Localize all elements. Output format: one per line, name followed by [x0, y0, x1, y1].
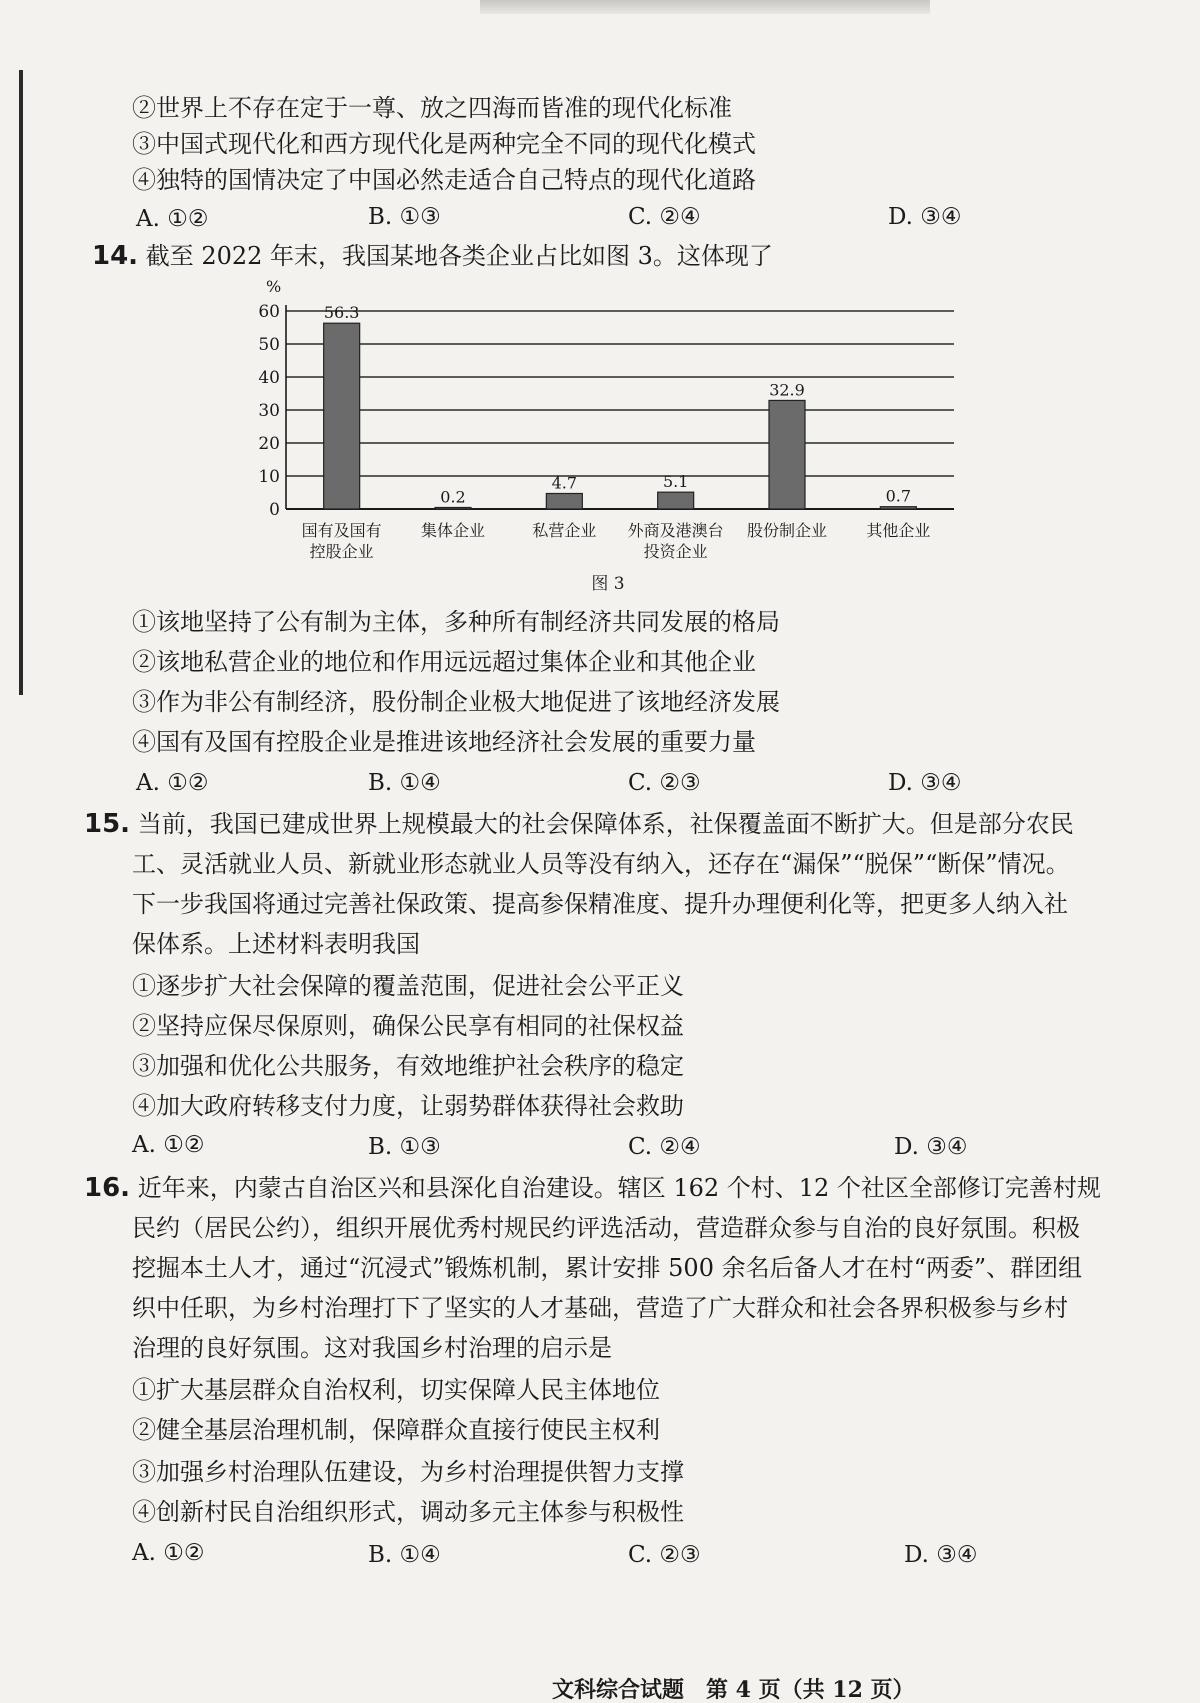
x-tick-label: 外商及港澳台 — [627, 521, 724, 540]
q16-statement-4: ④创新村民自治组织形式，调动多元主体参与积极性 — [132, 1498, 684, 1526]
x-tick-label: 集体企业 — [420, 521, 486, 540]
data-label: 5.1 — [662, 472, 689, 492]
q16-option-c: C. ②③ — [628, 1542, 701, 1568]
data-label: 56.3 — [323, 303, 360, 323]
q16-stem-text-1: 近年来，内蒙古自治区兴和县深化自治建设。辖区 162 个村、12 个社区全部修订完善村规 — [137, 1174, 1101, 1202]
x-tick-label: 其他企业 — [866, 521, 931, 540]
y-tick-label: 0 — [269, 500, 280, 520]
q15-stem-line-2: 工、灵活就业人员、新就业形态就业人员等没有纳入，还存在“漏保”“脱保”“断保”情况。 — [132, 850, 1070, 878]
q16-option-b: B. ①④ — [368, 1542, 441, 1568]
q16-statement-1: ①扩大基层群众自治权利，切实保障人民主体地位 — [132, 1376, 660, 1404]
q16-statement-2: ②健全基层治理机制，保障群众直接行使民主权利 — [132, 1416, 660, 1444]
y-tick-label: 30 — [258, 401, 280, 421]
q15-option-a: A. ①② — [132, 1132, 205, 1158]
q16-stem-line-1 — [84, 1172, 1101, 1204]
q16-option-a: A. ①② — [132, 1540, 205, 1566]
q15-number: 15. — [84, 809, 131, 839]
y-tick-label: 20 — [258, 434, 280, 454]
q15-option-d: D. ③④ — [894, 1134, 968, 1160]
y-axis-unit: % — [266, 277, 282, 296]
data-label: 4.7 — [551, 473, 578, 493]
q14-statement-1: ①该地坚持了公有制为主体，多种所有制经济共同发展的格局 — [132, 608, 780, 636]
q15-option-c: C. ②④ — [628, 1134, 701, 1160]
x-tick-label: 投资企业 — [643, 542, 708, 561]
chart-caption: 图 3 — [591, 574, 625, 594]
x-tick-label: 国有及国有 — [301, 521, 382, 540]
q14-number: 14. — [92, 241, 139, 271]
q15-stem-line-1 — [84, 808, 1074, 840]
y-tick-label: 40 — [258, 368, 280, 388]
q15-statement-3: ③加强和优化公共服务，有效地维护社会秩序的稳定 — [132, 1052, 684, 1080]
data-label: 0.7 — [885, 486, 912, 506]
bar — [880, 507, 916, 509]
bar-chart — [0, 0, 1200, 620]
q16-stem-line-4: 织中任职，为乡村治理打下了坚实的人才基础，营造了广大群众和社会各界积极参与乡村 — [132, 1294, 1068, 1322]
q15-stem-line-4: 保体系。上述材料表明我国 — [132, 930, 420, 958]
q15-statement-4: ④加大政府转移支付力度，让弱势群体获得社会救助 — [132, 1092, 684, 1120]
bar — [546, 493, 582, 509]
q15-stem-text-1: 当前，我国已建成世界上规模最大的社会保障体系，社保覆盖面不断扩大。但是部分农民 — [137, 810, 1074, 838]
page-footer: 文科综合试题 第 4 页（共 12 页） — [552, 1677, 915, 1703]
q15-option-b: B. ①③ — [368, 1134, 441, 1160]
q13-option-b: B. ①③ — [368, 204, 441, 230]
bar — [658, 492, 694, 509]
q13-option-c: C. ②④ — [628, 204, 701, 230]
y-tick-label: 60 — [258, 302, 280, 322]
q15-statement-1: ①逐步扩大社会保障的覆盖范围，促进社会公平正义 — [132, 972, 684, 1000]
bar — [769, 400, 805, 509]
q15-stem-line-3: 下一步我国将通过完善社保政策、提高参保精准度、提升办理便利化等，把更多人纳入社 — [132, 890, 1068, 918]
x-tick-label: 股份制企业 — [746, 521, 828, 540]
q16-stem-line-3: 挖掘本土人才，通过“沉浸式”锻炼机制，累计安排 500 余名后备人才在村“两委”、群团组 — [132, 1254, 1083, 1282]
q14-statement-2: ②该地私营企业的地位和作用远远超过集体企业和其他企业 — [132, 648, 756, 676]
q16-number: 16. — [84, 1173, 131, 1203]
q14-statement-3: ③作为非公有制经济，股份制企业极大地促进了该地经济发展 — [132, 688, 780, 716]
q16-option-d: D. ③④ — [904, 1542, 978, 1568]
q14-option-b: B. ①④ — [368, 770, 441, 796]
q13-statement-3: ③中国式现代化和西方现代化是两种完全不同的现代化模式 — [132, 130, 756, 158]
x-tick-label: 私营企业 — [532, 521, 597, 540]
y-tick-label: 10 — [258, 467, 280, 487]
x-tick-label: 控股企业 — [309, 542, 374, 561]
q15-statement-2: ②坚持应保尽保原则，确保公民享有相同的社保权益 — [132, 1012, 684, 1040]
q16-stem-line-5: 治理的良好氛围。这对我国乡村治理的启示是 — [132, 1334, 612, 1362]
q16-statement-3: ③加强乡村治理队伍建设，为乡村治理提供智力支撑 — [132, 1458, 684, 1486]
bar — [435, 508, 471, 510]
data-label: 32.9 — [769, 380, 805, 400]
q14-option-a: A. ①② — [136, 770, 209, 796]
y-tick-label: 50 — [258, 335, 280, 355]
q14-option-c: C. ②③ — [628, 770, 701, 796]
q13-option-d: D. ③④ — [888, 204, 962, 230]
q13-statement-4: ④独特的国情决定了中国必然走适合自己特点的现代化道路 — [132, 166, 756, 194]
q13-option-a: A. ①② — [136, 206, 209, 232]
bar — [324, 323, 360, 509]
q14-stem-text: 截至 2022 年末，我国某地各类企业占比如图 3。这体现了 — [145, 242, 773, 270]
q14-statement-4: ④国有及国有控股企业是推进该地经济社会发展的重要力量 — [132, 728, 756, 756]
data-label: 0.2 — [440, 487, 466, 507]
q13-statement-2: ②世界上不存在定于一尊、放之四海而皆准的现代化标准 — [132, 94, 732, 122]
q16-stem-line-2: 民约（居民公约），组织开展优秀村规民约评选活动，营造群众参与自治的良好氛围。积极 — [132, 1214, 1080, 1242]
q14-option-d: D. ③④ — [888, 770, 962, 796]
